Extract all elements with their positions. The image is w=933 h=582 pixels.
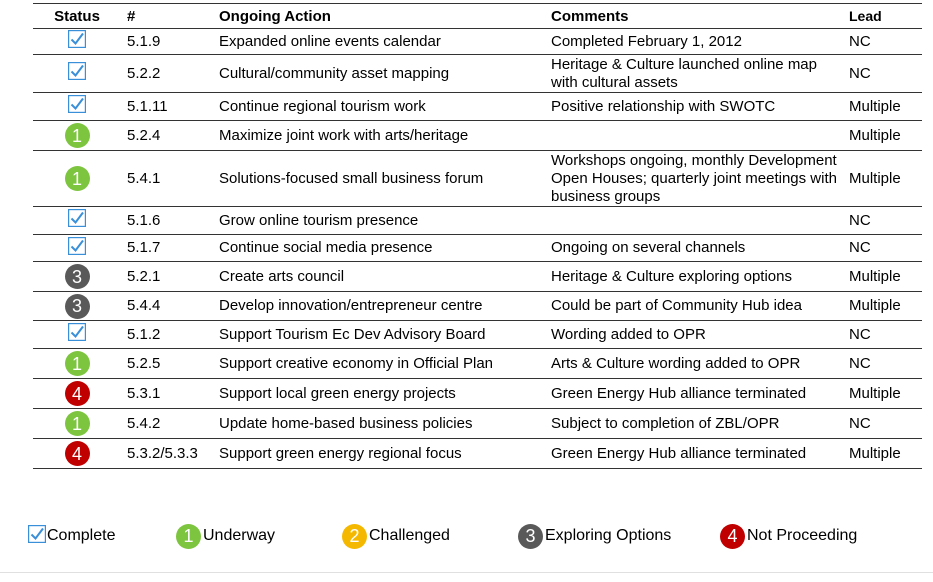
table-row: [33, 349, 922, 379]
action-lead: NC: [843, 29, 922, 55]
action-comments: Completed February 1, 2012: [545, 29, 843, 55]
status-1-icon: 1: [65, 351, 90, 376]
status-4-icon: 4: [65, 441, 90, 466]
table-row: [33, 29, 922, 55]
table-body: [33, 29, 922, 469]
checkbox-checked-icon: [68, 209, 86, 232]
action-name: Support green energy regional focus: [213, 439, 545, 469]
action-lead: Multiple: [843, 379, 922, 409]
action-lead: NC: [843, 207, 922, 235]
action-number: 5.1.7: [121, 235, 213, 262]
checkbox-checked-icon: [68, 62, 86, 85]
status-cell: [33, 207, 121, 235]
legend-not-proceeding: [720, 520, 857, 552]
table-row: [33, 321, 922, 349]
action-name: Solutions-focused small business forum: [213, 151, 545, 207]
action-column-header: Ongoing Action: [213, 4, 545, 29]
status-3-icon: 3: [518, 524, 543, 549]
status-4-icon: 4: [720, 524, 745, 549]
action-name: Cultural/community asset mapping: [213, 55, 545, 93]
action-number: 5.1.9: [121, 29, 213, 55]
checkbox-checked-icon: [68, 95, 86, 118]
legend-underway: [176, 520, 275, 552]
table-row: [33, 207, 922, 235]
action-lead: NC: [843, 55, 922, 93]
checkbox-checked-icon: [28, 525, 46, 548]
table-row: [33, 235, 922, 262]
action-number: 5.1.2: [121, 321, 213, 349]
legend-complete-label: Complete: [47, 527, 116, 544]
action-number: 5.3.1: [121, 379, 213, 409]
action-lead: Multiple: [843, 151, 922, 207]
legend-exploring-label: Exploring Options: [545, 527, 672, 544]
action-number: 5.4.2: [121, 409, 213, 439]
comments-column-header: Comments: [545, 4, 843, 29]
table-row: [33, 121, 922, 151]
legend-challenged: [342, 520, 450, 552]
action-lead: NC: [843, 409, 922, 439]
checkbox-checked-icon: [68, 237, 86, 260]
table-row: [33, 292, 922, 321]
status-4-icon: 4: [65, 381, 90, 406]
status-cell: [33, 151, 121, 207]
action-number: 5.1.11: [121, 93, 213, 121]
action-comments: Green Energy Hub alliance terminated: [545, 439, 843, 469]
number-column-header: #: [121, 4, 213, 29]
action-number: 5.3.2/5.3.3: [121, 439, 213, 469]
table-row: [33, 55, 922, 93]
status-cell: [33, 379, 121, 409]
status-cell: [33, 409, 121, 439]
action-number: 5.2.2: [121, 55, 213, 93]
table-row: [33, 379, 922, 409]
action-number: 5.4.4: [121, 292, 213, 321]
legend-underway-label: Underway: [203, 527, 276, 544]
action-lead: NC: [843, 235, 922, 262]
action-name: Update home-based business policies: [213, 409, 545, 439]
action-comments: Ongoing on several channels: [545, 235, 843, 262]
action-comments: Could be part of Community Hub idea: [545, 292, 843, 321]
action-comments: Heritage & Culture launched online map with cultural assets: [545, 55, 843, 93]
action-comments: Workshops ongoing, monthly Development Open Houses; quarterly joint meetings with business groups: [545, 151, 843, 207]
table-row: [33, 151, 922, 207]
legend-complete: [28, 520, 115, 552]
action-comments: Arts & Culture wording added to OPR: [545, 349, 843, 379]
status-cell: [33, 439, 121, 469]
action-lead: Multiple: [843, 262, 922, 292]
ongoing-actions-table: [33, 3, 922, 469]
checkbox-checked-icon: [68, 30, 86, 53]
action-comments: Wording added to OPR: [545, 321, 843, 349]
action-lead: Multiple: [843, 93, 922, 121]
action-name: Continue social media presence: [213, 235, 545, 262]
action-lead: NC: [843, 321, 922, 349]
legend-challenged-label: Challenged: [369, 527, 450, 544]
checkbox-checked-icon: [68, 323, 86, 346]
action-comments: Heritage & Culture exploring options: [545, 262, 843, 292]
action-name: Create arts council: [213, 262, 545, 292]
legend-not-proceeding-label: Not Proceeding: [747, 527, 858, 544]
action-number: 5.2.4: [121, 121, 213, 151]
status-1-icon: 1: [65, 123, 90, 148]
status-3-icon: 3: [65, 294, 90, 319]
lead-column-header: Lead: [843, 4, 922, 29]
action-name: Maximize joint work with arts/heritage: [213, 121, 545, 151]
action-name: Expanded online events calendar: [213, 29, 545, 55]
status-cell: [33, 321, 121, 349]
status-cell: [33, 55, 121, 93]
action-name: Grow online tourism presence: [213, 207, 545, 235]
status-1-icon: 1: [65, 166, 90, 191]
status-cell: [33, 29, 121, 55]
action-name: Continue regional tourism work: [213, 93, 545, 121]
action-name: Support creative economy in Official Plan: [213, 349, 545, 379]
action-lead: Multiple: [843, 292, 922, 321]
table-row: [33, 409, 922, 439]
action-lead: Multiple: [843, 439, 922, 469]
status-cell: [33, 292, 121, 321]
status-cell: [33, 349, 121, 379]
action-number: 5.4.1: [121, 151, 213, 207]
status-cell: [33, 121, 121, 151]
status-1-icon: 1: [65, 411, 90, 436]
action-name: Develop innovation/entrepreneur centre: [213, 292, 545, 321]
action-number: 5.1.6: [121, 207, 213, 235]
status-cell: [33, 262, 121, 292]
action-name: Support Tourism Ec Dev Advisory Board: [213, 321, 545, 349]
table-row: [33, 93, 922, 121]
status-column-header: Status: [33, 4, 121, 29]
action-comments: [545, 121, 843, 151]
status-3-icon: 3: [65, 264, 90, 289]
status-cell: [33, 93, 121, 121]
table-row: [33, 439, 922, 469]
table-row: [33, 262, 922, 292]
legend-exploring: [518, 520, 671, 552]
action-lead: NC: [843, 349, 922, 379]
action-comments: Positive relationship with SWOTC: [545, 93, 843, 121]
action-comments: [545, 207, 843, 235]
action-comments: Subject to completion of ZBL/OPR: [545, 409, 843, 439]
action-number: 5.2.1: [121, 262, 213, 292]
action-name: Support local green energy projects: [213, 379, 545, 409]
action-number: 5.2.5: [121, 349, 213, 379]
action-comments: Green Energy Hub alliance terminated: [545, 379, 843, 409]
status-1-icon: 1: [176, 524, 201, 549]
table-header-row: [33, 4, 922, 29]
status-cell: [33, 235, 121, 262]
action-lead: Multiple: [843, 121, 922, 151]
page-bottom-rule: [0, 572, 933, 573]
status-2-icon: 2: [342, 524, 367, 549]
